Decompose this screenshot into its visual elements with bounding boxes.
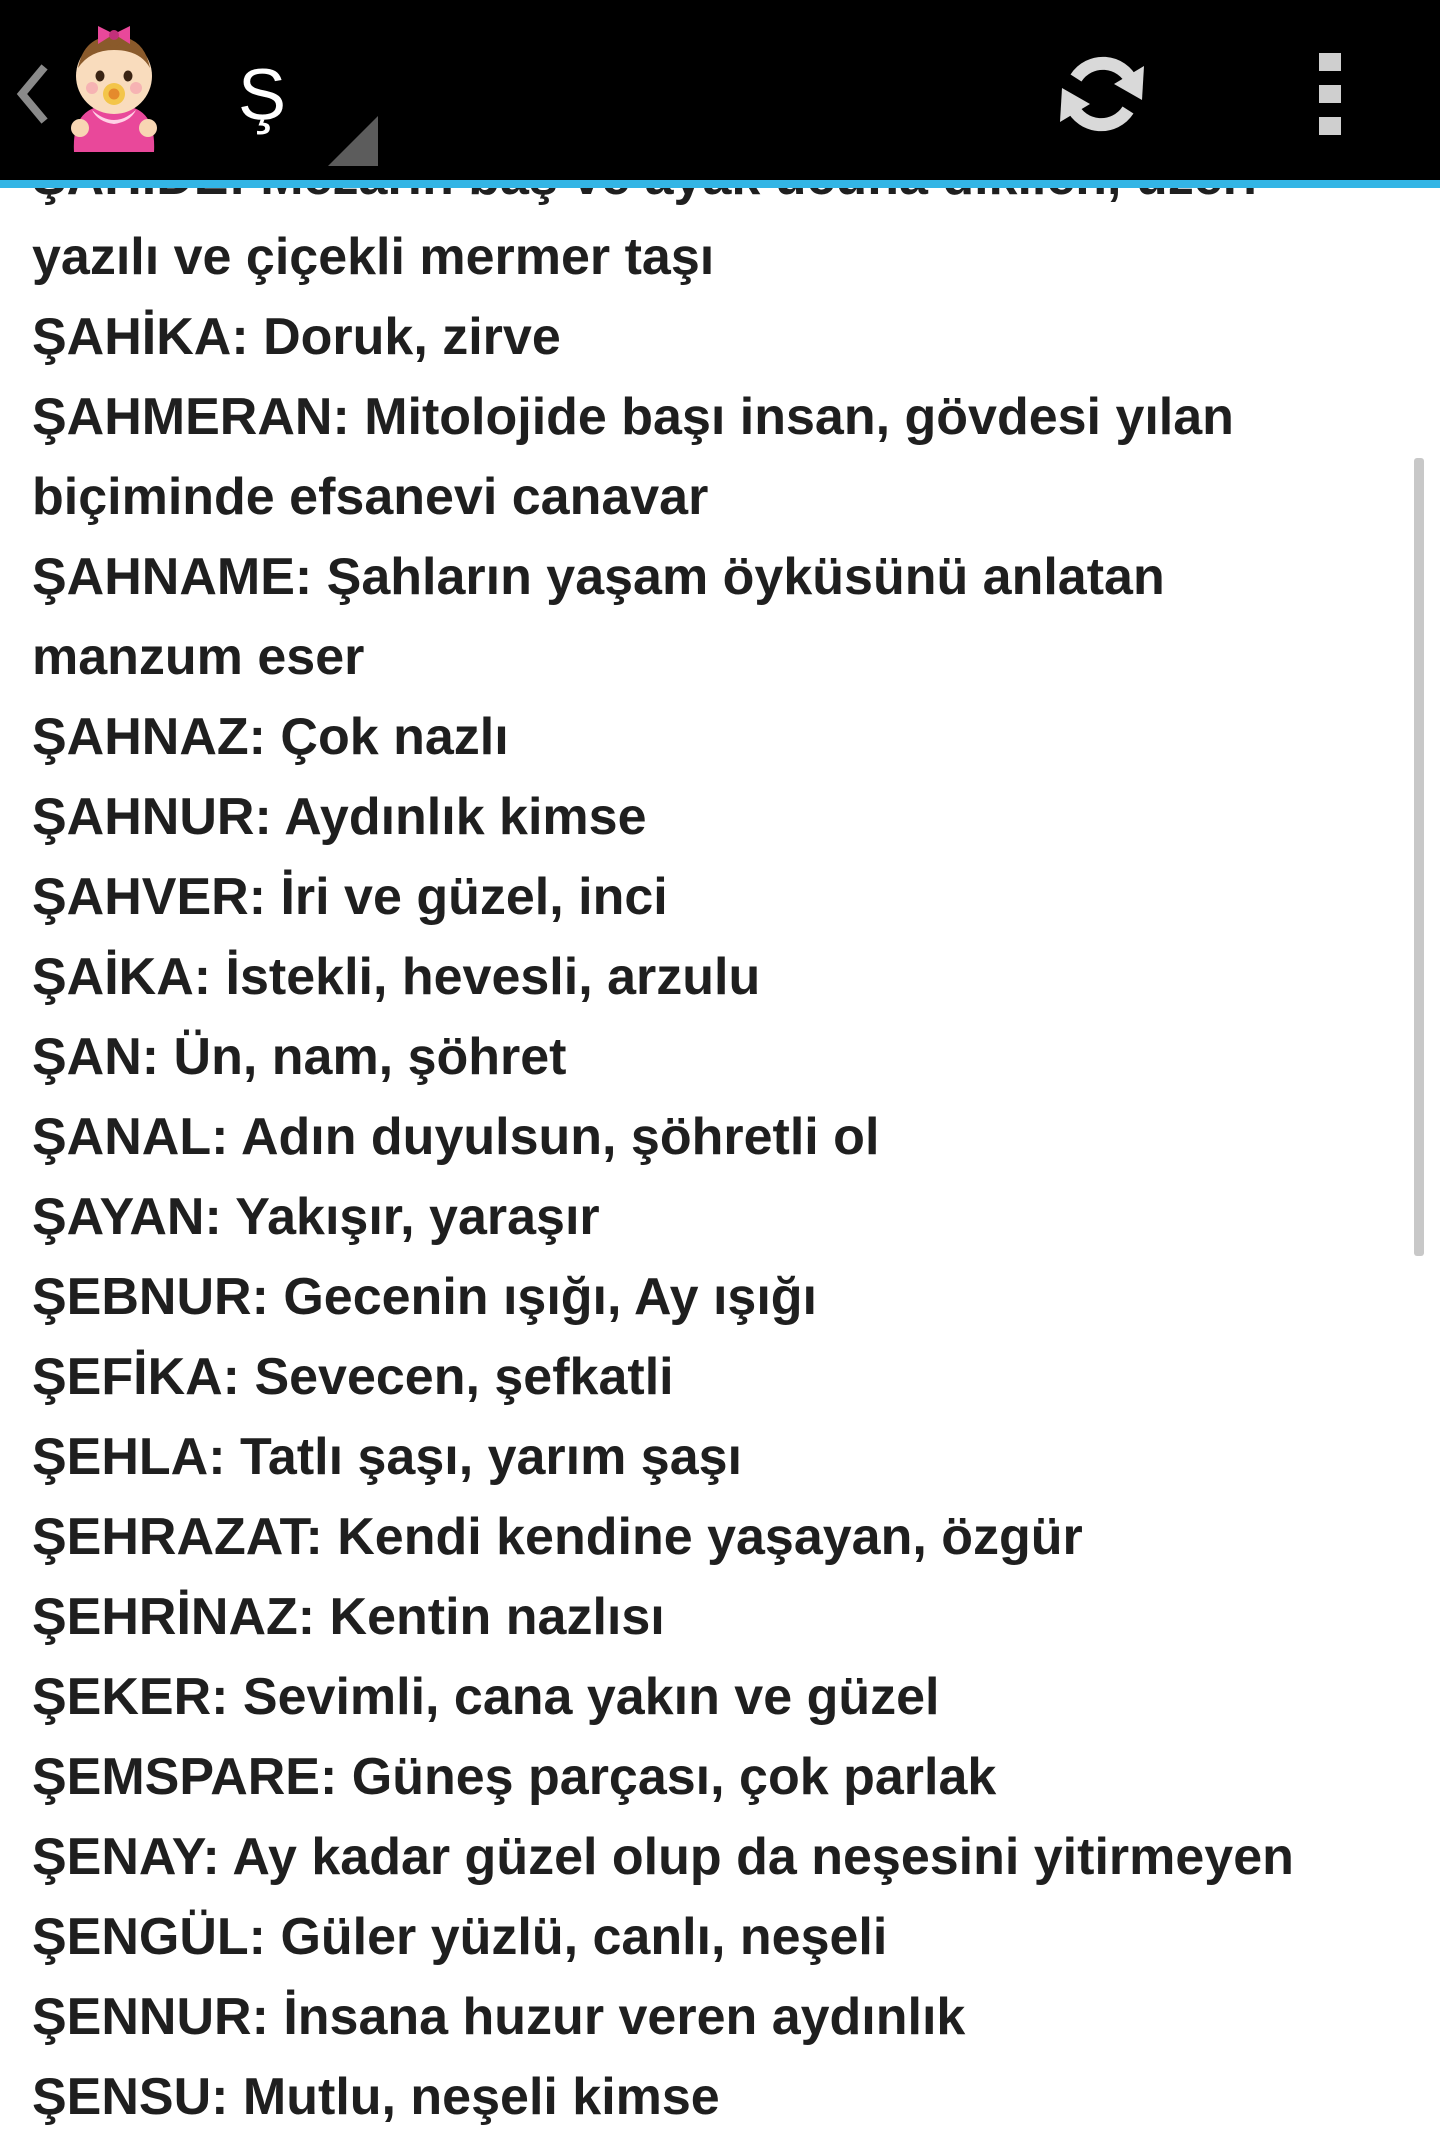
- definition-line: ŞAHNAME: Şahların yaşam öyküsünü anlatan: [32, 548, 1165, 606]
- definition-line: yazılı ve çiçekli mermer taşı: [32, 228, 715, 286]
- definition-line: ŞENNUR: İnsana huzur veren aydınlık: [32, 1988, 966, 2046]
- definition-line: ŞAİKA: İstekli, hevesli, arzulu: [32, 948, 761, 1006]
- overflow-menu-icon: [1315, 49, 1345, 139]
- scrollbar[interactable]: [1414, 458, 1424, 1256]
- definition-line: ŞEFİKA: Sevecen, şefkatli: [32, 1348, 674, 1406]
- definition-line: ŞANAL: Adın duyulsun, şöhretli ol: [32, 1108, 880, 1166]
- definition-line: manzum eser: [32, 628, 365, 686]
- definition-line: biçiminde efsanevi canavar: [32, 468, 709, 526]
- definition-text: [32, 137, 1392, 2137]
- definition-line: ŞEHRİNAZ: Kentin nazlısı: [32, 1588, 665, 1646]
- definition-line: ŞEBNUR: Gecenin ışığı, Ay ışığı: [32, 1268, 817, 1326]
- definition-line: ŞEKER: Sevimli, cana yakın ve güzel: [32, 1668, 940, 1726]
- action-bar: [0, 0, 1440, 180]
- spinner-dropdown-icon[interactable]: [328, 116, 378, 166]
- definition-line: ŞAN: Ün, nam, şöhret: [32, 1028, 567, 1086]
- definition-line: ŞAYAN: Yakışır, yaraşır: [32, 1188, 600, 1246]
- refresh-button[interactable]: [1052, 40, 1152, 148]
- definition-line: ŞAHVER: İri ve güzel, inci: [32, 868, 668, 926]
- definition-line: ŞAHNAZ: Çok nazlı: [32, 708, 509, 766]
- definition-line: ŞEMSPARE: Güneş parçası, çok parlak: [32, 1748, 997, 1806]
- refresh-icon: [1052, 44, 1152, 144]
- definition-line: ŞAHİKA: Doruk, zirve: [32, 308, 561, 366]
- overflow-menu-button[interactable]: [1300, 46, 1360, 142]
- definition-line: ŞENAY: Ay kadar güzel olup da neşesini yitirmeyen: [32, 1828, 1294, 1886]
- definition-line: ŞENSU: Mutlu, neşeli kimse: [32, 2068, 720, 2126]
- action-bar-title: Ş: [238, 55, 287, 135]
- definition-line: ŞEHLA: Tatlı şaşı, yarım şaşı: [32, 1428, 742, 1486]
- definition-line: ŞEHRAZAT: Kendi kendine yaşayan, özgür: [32, 1508, 1083, 1566]
- baby-app-icon[interactable]: [58, 24, 170, 154]
- up-caret-icon[interactable]: [14, 64, 48, 124]
- definition-line: ŞENGÜL: Güler yüzlü, canlı, neşeli: [32, 1908, 888, 1966]
- definition-line: ŞAHNUR: Aydınlık kimse: [32, 788, 647, 846]
- definition-line: ŞAHMERAN: Mitolojide başı insan, gövdesi yılan: [32, 388, 1234, 446]
- action-bar-accent-line: [0, 180, 1440, 188]
